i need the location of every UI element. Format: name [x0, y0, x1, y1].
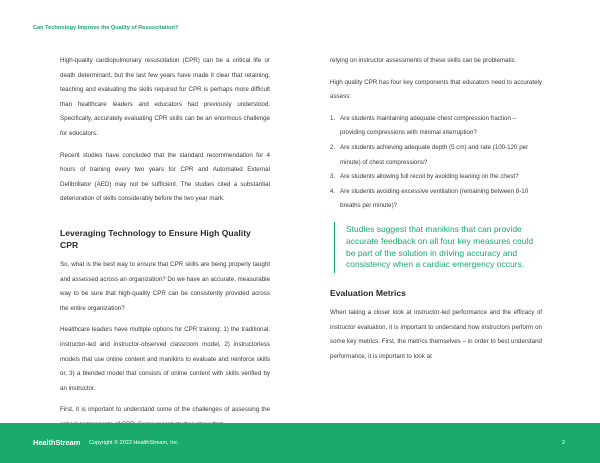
- metrics-paragraph: When taking a closer look at instructor-led performance and the efficacy of instructor evaluation, it is important to understand how instructors perform on some key metrics. First, the metrics themselves – in order to best understand performance, it is important to look at: [330, 309, 542, 360]
- studies-paragraph: Recent studies have concluded that the standard recommendation for 4 hours of training every two years for CPR and Automated External Defibrillator (AED) may not be sufficient. The studies cited a substantial deterioration of skills considerably before the two year mark.: [60, 151, 270, 203]
- intro-paragraph: High-quality cardiopulmonary resuscitation (CPR) can be a critical life or death determinant, but the last few years have made it clear that retaining, teaching and evaluating the skills required for CPR is perhaps more difficult than healthcare leaders and educators had previously understood. Specifically, accurately evaluating CPR skills can be an enormous challenge for educators.: [60, 57, 270, 137]
- list-item: [330, 185, 542, 214]
- pull-quote: Studies suggest that manikins that can provide accurate feedback on all four key measures could be part of the solution in driving accuracy and consistency when a cardiac emergency occurs.: [334, 222, 542, 273]
- question-paragraph: So, what is the best way to ensure that CPR skills are being properly taught and assessed across an organization? Do we have an accurate, measurable way to be sure that high-quality CPR can be consistently provided across the entire organization?: [60, 260, 270, 312]
- section-heading-technology: Leveraging Technology to Ensure High Quality CPR: [60, 227, 251, 250]
- challenges-paragraph: First, it is important to understand some of the challenges of assessing the: [60, 406, 270, 414]
- list-item-text: Are students avoiding excessive ventilation (remaining between 8-10 breaths per minute)?: [340, 187, 529, 210]
- copyright-notice: Copyright © 2022 HealthStream, Inc.: [89, 439, 179, 446]
- continuation-paragraph: relying on instructor assessments of these skills can be problematic.: [330, 57, 517, 64]
- list-item-number: 3.: [330, 173, 336, 181]
- healthstream-logo: HealthStream: [33, 438, 81, 447]
- components-list: [330, 112, 542, 214]
- list-item: [330, 112, 542, 141]
- list-item-number: 2.: [330, 143, 336, 151]
- components-intro-paragraph: High quality CPR has four key components that educators need to accurately assess:: [330, 78, 542, 101]
- list-item-number: 1.: [330, 114, 336, 122]
- footer-bar: [0, 423, 600, 463]
- section-heading-evaluation-metrics: Evaluation Metrics: [330, 288, 406, 299]
- list-item-number: 4.: [330, 187, 336, 195]
- right-column: [330, 54, 542, 372]
- left-column: [60, 54, 270, 439]
- list-item-text: Are students allowing full recoil by avoiding leaning on the chest?: [340, 173, 519, 181]
- page-number: 2: [562, 439, 566, 446]
- options-paragraph: Healthcare leaders have multiple options for CPR training: 1) the traditional, instructor-led and instructor-observed classroom model, 2) instructorless models that use online content and manikins to evaluate and reinforce skills or, 3) a blended model that consists of online content with skills verified by an instructor.: [60, 326, 270, 392]
- list-item: [330, 170, 542, 185]
- list-item-text: Are students achieving adequate depth (5 cm) and rate (100-120 per minute) of chest compressions?: [340, 143, 529, 166]
- list-item: [330, 141, 542, 170]
- running-header: Can Technology Improve the Quality of Resuscitation?: [33, 25, 179, 31]
- list-item-text: Are students maintaining adequate chest compression fraction – providing compressions with minimal interruption?: [340, 114, 517, 137]
